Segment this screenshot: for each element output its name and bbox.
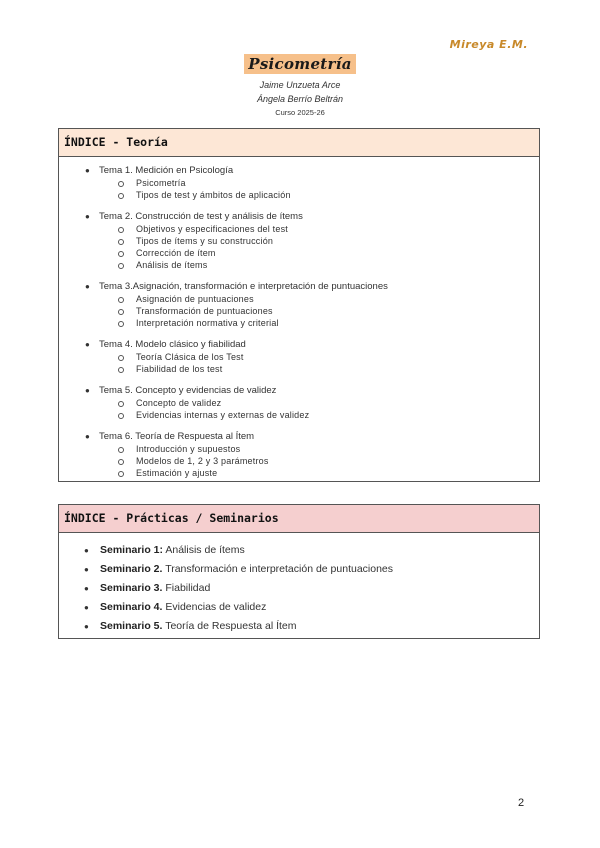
circle-bullet-icon	[118, 367, 124, 373]
seminar-label: Seminario 2.	[100, 563, 163, 575]
subtopic-item	[59, 351, 539, 363]
bullet-icon: ●	[84, 584, 89, 593]
seminar-text: Fiabilidad	[165, 582, 211, 594]
bullet-icon: ●	[84, 565, 89, 574]
list-item	[59, 211, 539, 223]
subtopic-label: Psicometría	[136, 178, 186, 188]
author-name-2: Ángela Berrío Beltrán	[256, 94, 344, 104]
practice-index-box	[58, 504, 540, 639]
topic-4	[59, 339, 539, 375]
topic-label: Tema 4. Modelo clásico y fiabilidad	[99, 339, 246, 350]
theory-index-box	[58, 128, 540, 482]
bullet-icon: ●	[85, 432, 90, 441]
page-number: 2	[518, 797, 525, 809]
course-year: Curso 2025-26	[275, 108, 325, 117]
seminar-item-5	[59, 617, 539, 636]
subtopic-item	[59, 363, 539, 375]
topic-1	[59, 165, 539, 201]
subtopic-label: Análisis de ítems	[136, 260, 208, 270]
subtopic-label: Asignación de puntuaciones	[136, 294, 254, 304]
seminar-text: Transformación e interpretación de puntuaciones	[165, 563, 394, 575]
seminar-label: Seminario 1:	[100, 544, 164, 556]
subtopic-item	[59, 397, 539, 409]
seminar-item-1	[59, 541, 539, 560]
subtopic-label: Tipos de test y ámbitos de aplicación	[136, 190, 291, 200]
topic-label: Tema 6. Teoría de Respuesta al Ítem	[99, 431, 255, 442]
theory-index-heading: ÍNDICE - Teoría	[59, 129, 539, 157]
subtopic-label: Concepto de validez	[136, 398, 222, 408]
circle-bullet-icon	[118, 321, 124, 327]
topic-3	[59, 281, 539, 329]
subtopic-item	[59, 409, 539, 421]
bullet-icon: ●	[85, 282, 90, 291]
subtopic-item	[59, 235, 539, 247]
subtopic-label: Tipos de ítems y su construcción	[136, 236, 274, 246]
subtopic-label: Modelos de 1, 2 y 3 parámetros	[136, 456, 269, 466]
circle-bullet-icon	[118, 239, 124, 245]
circle-bullet-icon	[118, 297, 124, 303]
subtopic-item	[59, 223, 539, 235]
subtopic-item	[59, 443, 539, 455]
circle-bullet-icon	[118, 447, 124, 453]
subtopic-item	[59, 293, 539, 305]
circle-bullet-icon	[118, 355, 124, 361]
seminar-text: Evidencias de validez	[165, 601, 267, 613]
circle-bullet-icon	[118, 309, 124, 315]
circle-bullet-icon	[118, 251, 124, 257]
topic-label: Tema 1. Medición en Psicología	[99, 165, 234, 176]
subtopic-item	[59, 305, 539, 317]
subtopic-label: Teoría Clásica de los Test	[136, 352, 244, 362]
topic-label: Tema 2. Construcción de test y análisis de ítems	[99, 211, 303, 222]
topic-6	[59, 431, 539, 479]
bullet-icon: ●	[85, 386, 90, 395]
seminar-text: Análisis de ítems	[165, 544, 245, 556]
author-signature: Mireya E.M.	[449, 38, 528, 51]
subtopic-label: Transformación de puntuaciones	[136, 306, 273, 316]
subtopic-label: Introducción y supuestos	[136, 444, 241, 454]
circle-bullet-icon	[118, 413, 124, 419]
seminar-label: Seminario 5.	[100, 620, 163, 632]
topic-5	[59, 385, 539, 421]
practice-index-heading: ÍNDICE - Prácticas / Seminarios	[59, 505, 539, 533]
topic-label: Tema 3.Asignación, transformación e interpretación de puntuaciones	[99, 281, 388, 292]
bullet-icon: ●	[85, 166, 90, 175]
title-container	[0, 54, 600, 74]
subtopic-item	[59, 189, 539, 201]
topic-2	[59, 211, 539, 271]
circle-bullet-icon	[118, 193, 124, 199]
subtopic-item	[59, 467, 539, 479]
bullet-icon: ●	[84, 622, 89, 631]
list-item	[59, 431, 539, 443]
subtopic-label: Evidencias internas y externas de validez	[136, 410, 310, 420]
seminar-item-4	[59, 598, 539, 617]
page-title: Psicometría	[244, 54, 356, 74]
circle-bullet-icon	[118, 227, 124, 233]
circle-bullet-icon	[118, 181, 124, 187]
subtopic-item	[59, 247, 539, 259]
subtopic-item	[59, 259, 539, 271]
list-item	[59, 165, 539, 177]
author-name-1: Jaime Unzueta Arce	[259, 80, 341, 90]
seminar-label: Seminario 3.	[100, 582, 163, 594]
seminar-text: Teoría de Respuesta al Ítem	[165, 620, 297, 632]
circle-bullet-icon	[118, 471, 124, 477]
subtopic-label: Corrección de ítem	[136, 248, 216, 258]
seminar-item-3	[59, 579, 539, 598]
seminar-label: Seminario 4.	[100, 601, 163, 613]
topic-label: Tema 5. Concepto y evidencias de validez	[99, 385, 277, 396]
subtopic-label: Fiabilidad de los test	[136, 364, 223, 374]
list-item	[59, 281, 539, 293]
bullet-icon: ●	[85, 212, 90, 221]
subtopic-label: Interpretación normativa y criterial	[136, 318, 279, 328]
subtopic-item	[59, 177, 539, 189]
bullet-icon: ●	[84, 546, 89, 555]
list-item	[59, 385, 539, 397]
circle-bullet-icon	[118, 263, 124, 269]
bullet-icon: ●	[84, 603, 89, 612]
circle-bullet-icon	[118, 459, 124, 465]
bullet-icon: ●	[85, 340, 90, 349]
subtopic-item	[59, 455, 539, 467]
subtopic-item	[59, 317, 539, 329]
subtopic-label: Objetivos y especificaciones del test	[136, 224, 288, 234]
seminar-list	[59, 541, 539, 636]
list-item	[59, 339, 539, 351]
circle-bullet-icon	[118, 401, 124, 407]
seminar-item-2	[59, 560, 539, 579]
subtopic-label: Estimación y ajuste	[136, 468, 218, 478]
